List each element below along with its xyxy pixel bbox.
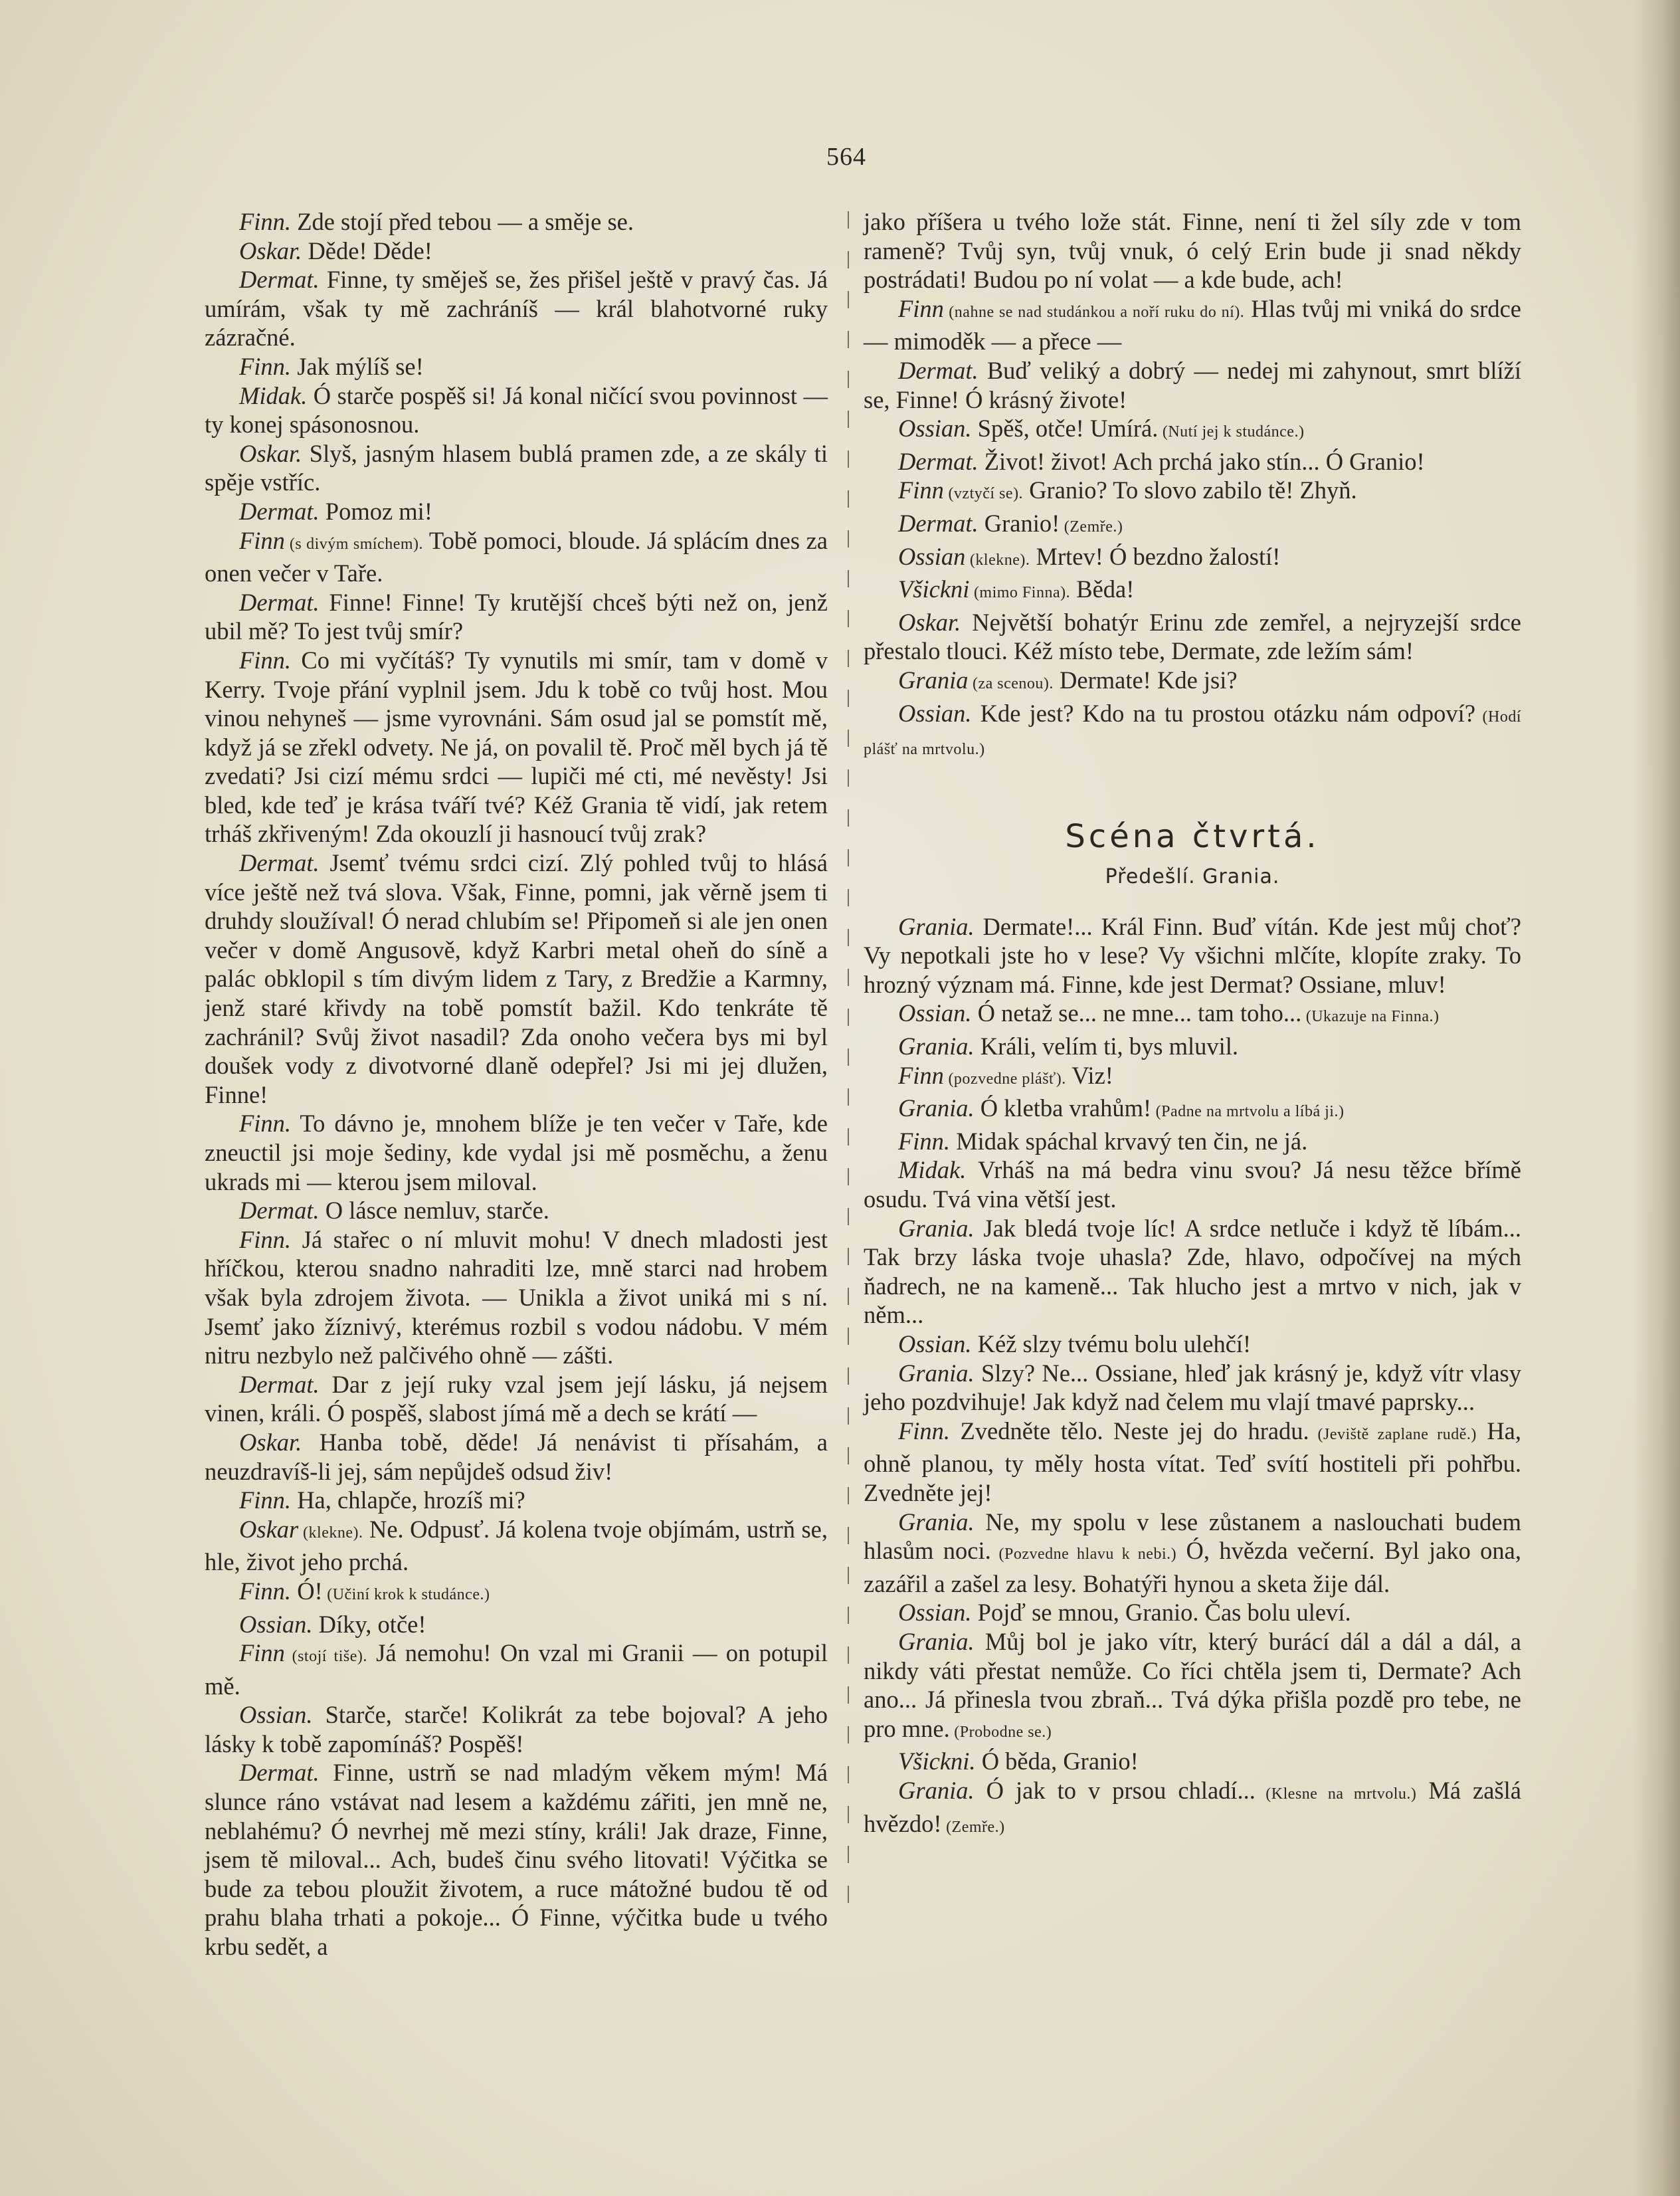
speaker-name: Grania. [898, 1627, 975, 1655]
dialogue-text: Zde stojí před tebou — a směje se. [291, 208, 634, 235]
dialogue-text: Ó! [291, 1577, 323, 1605]
dialogue-text: Vrháš na má bedra vinu svou? Já nesu těžce břímě osudu. Tvá vina větší jest. [864, 1156, 1521, 1213]
dialogue-text: Králi, velím ti, bys mluvil. [974, 1033, 1239, 1060]
speaker-name: Grania. [898, 1776, 975, 1804]
scene-subtitle: Předešlí. Grania. [1105, 864, 1280, 888]
speaker-name: Ossian. [898, 699, 972, 727]
dialogue-line [205, 1700, 828, 1758]
dialogue-line [205, 237, 828, 266]
page-number: 564 [826, 143, 866, 171]
dialogue-line [864, 575, 1521, 608]
speaker-name: Všickni [898, 575, 970, 603]
dialogue-line [864, 608, 1521, 666]
dialogue-line [864, 1214, 1521, 1330]
dialogue-line [864, 1061, 1521, 1094]
dialogue-line [864, 999, 1521, 1032]
column-divider [848, 211, 849, 1919]
speaker-name: Dermat. [898, 447, 979, 475]
speaker-name: Finn [898, 476, 944, 504]
dialogue-line [205, 497, 828, 526]
right-column [864, 207, 1521, 1842]
speaker-name: Dermat. [239, 1370, 320, 1398]
dialogue-line [864, 356, 1521, 414]
speaker-name: Finn. [898, 1417, 951, 1445]
dialogue-line [864, 1155, 1521, 1213]
speaker-name: Grania. [898, 912, 975, 940]
dialogue-text: Největší bohatýr Erinu zde zemřel, a nejryzejší srdce přestalo tlouci. Kéž místo tebe, Dermate, zde ležím sám! [864, 608, 1521, 665]
speaker-name: Grania. [898, 1094, 975, 1122]
speaker-name: Dermat. [239, 1759, 320, 1787]
stage-direction: (Ukazuje na Finna.) [1301, 1008, 1440, 1026]
dialogue-text: Ha, ohně planou, ty měly hosta vítat. Teď svítí hostiteli při pohřbu. Zvedněte jej! [864, 1417, 1522, 1506]
dialogue-text: Pojď se mnou, Granio. Čas bolu uleví. [971, 1599, 1351, 1627]
speaker-name: Finn. [239, 646, 292, 674]
speaker-name: Finn [239, 1639, 285, 1667]
stage-direction: (Hodí plášť na mrtvolu.) [864, 708, 1521, 759]
dialogue-line [205, 439, 828, 497]
dialogue-text: Granio! [978, 509, 1060, 537]
speaker-name: Dermat. [239, 497, 320, 525]
dialogue-line [864, 1417, 1521, 1508]
stage-direction: (Zemře.) [941, 1818, 1005, 1836]
dialogue-text: Běda! [1070, 575, 1135, 603]
dialogue-text: Granio? To slovo zabilo tě! Zhyň. [1023, 476, 1357, 504]
speaker-name: Finn. [239, 1110, 292, 1138]
dialogue-text: Děde! Děde! [302, 237, 432, 264]
speaker-name: Oskar. [239, 1428, 302, 1456]
dialogue-text: Můj bol je jako vítr, který burácí dál a dál a dál, a nikdy váti přestat nemůže. Co říci chtěla jsem ti, Dermate? Ach ano... Já přinesla tvou zbraň... Tvá dýka přišla pozdě pro tebe, ne pro mne. [864, 1627, 1521, 1742]
speaker-name: Grania. [898, 1033, 975, 1060]
stage-direction: (s divým smíchem). [284, 535, 424, 553]
dialogue-text: Viz! [1066, 1061, 1113, 1089]
dialogue-line [864, 447, 1521, 476]
speaker-name: Dermat. [239, 1197, 320, 1225]
dialogue-text: Spěš, otče! Umírá. [971, 415, 1159, 443]
speaker-name: Oskar. [239, 439, 302, 467]
dialogue-line [864, 1127, 1521, 1156]
dialogue-text: Jak mýlíš se! [291, 352, 424, 380]
dialogue-line [864, 666, 1521, 699]
dialogue-text: jako příšera u tvého lože stát. Finne, není ti žel síly zde v tom rameně? Tvůj syn, tvůj vnuk, ó celý Erin bude ji snad někdy postrádati! Budou po ní volat — a kde bude, ach! [864, 208, 1521, 294]
dialogue-line [205, 1370, 828, 1428]
dialogue-text: Midak spáchal krvavý ten čin, ne já. [950, 1127, 1308, 1155]
stage-direction: (Klesne na mrtvolu.) [1255, 1785, 1417, 1803]
speaker-name: Midak. [898, 1156, 967, 1184]
dialogue-text: Kéž slzy tvému bolu ulehčí! [971, 1330, 1252, 1357]
dialogue-line [205, 1515, 828, 1577]
dialogue-text: Ó běda, Granio! [975, 1747, 1139, 1775]
dialogue-line [864, 1330, 1521, 1359]
dialogue-line [205, 1758, 828, 1961]
left-column [205, 207, 828, 1961]
dialogue-text: Kde jest? Kdo na tu prostou otázku nám odpoví? [971, 699, 1476, 727]
dialogue-line [864, 699, 1521, 765]
dialogue-line [205, 1577, 828, 1610]
dialogue-line [864, 294, 1521, 356]
speaker-name: Dermat. [898, 356, 979, 384]
stage-direction: (Pozvedne hlavu k nebi.) [990, 1546, 1177, 1563]
dialogue-text: Mrtev! Ó bezdno žalostí! [1030, 542, 1281, 570]
speaker-name: Finn. [239, 1486, 292, 1514]
dialogue-line [205, 1196, 828, 1225]
dialogue-line [205, 1486, 828, 1515]
dialogue-text: Díky, otče! [312, 1610, 426, 1638]
speaker-name: Oskar. [898, 608, 961, 636]
dialogue-line [205, 1225, 828, 1370]
dialogue-line [864, 509, 1521, 542]
speaker-name: Oskar. [239, 237, 302, 264]
dialogue-text: Já nemohu! On vzal mi Granii — on potupil mě. [205, 1639, 828, 1700]
speaker-name: Dermat. [239, 266, 320, 294]
stage-direction: (Probodne se.) [949, 1723, 1052, 1741]
dialogue-line [864, 476, 1521, 509]
speaker-name: Ossian. [239, 1701, 313, 1729]
dialogue-text: Ó kletba vrahům! [974, 1094, 1152, 1122]
speaker-name: Ossian [898, 542, 966, 570]
dialogue-line [205, 646, 828, 848]
speaker-name: Oskar [239, 1515, 299, 1543]
dialogue-text: To dávno je, mnohem blíže je ten večer v Taře, kde zneuctil jsi moje šediny, kde vydal jsi mě posměchu, a ženu ukrads mi — kterou jsem miloval. [205, 1110, 828, 1195]
stage-direction: (Jeviště zaplane rudě.) [1309, 1425, 1477, 1443]
scene-title: Scéna čtvrtá. [1065, 817, 1320, 855]
speaker-name: Finn [239, 526, 285, 554]
speaker-name: Finn. [239, 208, 292, 235]
dialogue-text: O lásce nemluv, starče. [319, 1197, 549, 1225]
dialogue-line [864, 1359, 1521, 1417]
stage-direction: (vztyčí se). [943, 485, 1024, 503]
dialogue-text: Jak bledá tvoje líc! A srdce netluče i když tě líbám... Tak brzy láska tvoje uhasla? Zde, hlavo, odpočívej na mých ňadrech, ne na kameně... Tak hlucho jest a mrtvo v nich, jak v něm... [864, 1214, 1521, 1329]
dialogue-text: Já stařec o ní mluvit mohu! V dnech mladosti jest hříčkou, kterou snadno nahraditi lze, mně starci nad hrobem však byla zdrojem života. — Unikla a život uniká mi s ní. Jsemť jako žíznivý, kterémus rozbil s vodou nádobu. V mém nitru nezbylo než palčivého ohně — zášti. [205, 1225, 828, 1369]
speaker-name: Grania. [898, 1508, 975, 1536]
dialogue-text: Jsemť tvému srdci cizí. Zlý pohled tvůj to hlásá více ještě než tvá slova. Však, Finne, pomni, jak věrně jsem ti druhdy sloužíval! Ó nerad chlubím se! Připomeň si ale jen onen večer v domě Angusově, když Karbri metal oheň do síně a palác obklopil s tím divým lidem z Tary, z Bredžie a Karmny, jenž staré křivdy na tobě pomstít bažil. Kdo tenkráte tě zachránil? Svůj život nasadil? Zda onoho večera bys mi byl doušek vody z divotvorné dlaně odepřel? Jsi mi jej dlužen, Finne! [205, 849, 828, 1108]
speaker-name: Finn [898, 294, 944, 322]
dialogue-line [205, 265, 828, 352]
speaker-name: Všickni. [898, 1747, 976, 1775]
dialogue-text: Finne! Finne! Ty krutější chceš býti než on, jenž ubil mě? To jest tvůj smír? [205, 588, 828, 645]
dialogue-text: Zvedněte tělo. Neste jej do hradu. [950, 1417, 1309, 1445]
speaker-name: Ossian. [898, 1599, 972, 1627]
stage-direction: (stojí tiše). [284, 1648, 367, 1666]
speaker-name: Grania. [898, 1214, 975, 1242]
dialogue-line [205, 526, 828, 588]
speaker-name: Ossian. [239, 1610, 313, 1638]
dialogue-text: Starče, starče! Kolikrát za tebe bojoval? A jeho lásky k tobě zapomínáš? Pospěš! [205, 1701, 828, 1757]
dialogue-text: Má zašlá hvězdo! [864, 1776, 1521, 1837]
dialogue-text: Ó, hvězda večerní. Byl jako ona, zazářil a zašel za lesy. Bohatýři hynou a sketa žije dál. [864, 1537, 1522, 1597]
speaker-name: Dermat. [898, 509, 979, 537]
speaker-name: Finn. [898, 1127, 951, 1155]
dialogue-text: Slzy? Ne... Ossiane, hleď jak krásný je, když vítr vlasy jeho pozdvihuje! Jak když nad čelem mu vlají tmavé paprsky... [864, 1359, 1521, 1416]
stage-direction: (Zemře.) [1060, 518, 1123, 536]
dialogue-line [864, 207, 1521, 294]
dialogue-text: Finne, ty směješ se, žes přišel ještě v pravý čas. Já umírám, však ty mě zachráníš — král blahotvorné ruky zázračné. [205, 266, 828, 351]
dialogue-text: Ha, chlapče, hrozíš mi? [291, 1486, 525, 1514]
dialogue-line [205, 1610, 828, 1639]
stage-direction: (Padne na mrtvolu a líbá ji.) [1151, 1103, 1345, 1121]
page-edge-shadow [1633, 0, 1680, 2196]
dialogue-line [205, 1639, 828, 1700]
stage-direction: (nahne se nad studánkou a noří ruku do ní). [943, 303, 1245, 321]
dialogue-line [205, 352, 828, 381]
speaker-name: Grania. [898, 1359, 975, 1387]
speaker-name: Dermat. [239, 588, 320, 616]
stage-direction: (pozvedne plášť). [943, 1070, 1066, 1088]
speaker-name: Dermat. [239, 849, 320, 877]
dialogue-text: Slyš, jasným hlasem bublá pramen zde, a ze skály ti spěje vstříc. [205, 439, 828, 496]
dialogue-line [864, 1598, 1521, 1627]
dialogue-text: Finne, ustrň se nad mladým věkem mým! Má slunce ráno vstávat nad lesem a každému zářiti, jen mně ne, neblahému? Ó nevrhej mě mezi stíny, králi! Jak draze, Finne, jsem tě miloval... Ach, budeš činu svého litovati! Výčitka se bude za tebou ploužit životem, a ruce mátožné budou tě od prahu blaha trhati a pokoje... Ó Finne, výčitka bude u tvého krbu sedět, a [205, 1759, 828, 1961]
dialogue-line [864, 1776, 1521, 1842]
dialogue-text: Tobě pomoci, bloude. Já splácím dnes za onen večer v Taře. [205, 526, 828, 587]
dialogue-line [205, 848, 828, 1109]
dialogue-line [205, 207, 828, 237]
speaker-name: Finn. [239, 1225, 292, 1253]
stage-direction: (klekne). [298, 1524, 363, 1542]
dialogue-text: Hanba tobě, děde! Já nenávist ti přísahám, a neuzdravíš-li jej, sám nepůjdeš odsud živ! [205, 1428, 828, 1485]
dialogue-line [205, 1109, 828, 1196]
speaker-name: Ossian. [898, 999, 972, 1027]
speaker-name: Finn. [239, 352, 292, 380]
dialogue-line [205, 1428, 828, 1486]
dialogue-line [864, 414, 1521, 447]
dialogue-text: Co mi vyčítáš? Ty vynutils mi smír, tam v domě v Kerry. Tvoje přání vyplnil jsem. Jdu k tobě co tvůj host. Mou vinou nehyneš — jsme vyrovnáni. Sám osud jal se pomstít mě, když já se zřekl odvety. Ne já, on povalil tě. Proč měl bych já tě zvedati? Jsi cizí mému srdci — lupiči mé cti, mé nevěsty! Jsi bled, kde teď je krása tváří tvé? Kéž Grania tě vidí, jak retem trháš zkřiveným! Zda okouzlí ji hasnoucí tvůj zrak? [205, 646, 828, 848]
stage-direction: (Učiní krok k studánce.) [322, 1585, 490, 1603]
dialogue-line [864, 542, 1521, 575]
dialogue-text: Dar z její ruky vzal jsem její lásku, já nejsem vinen, králi. Ó pospěš, slabost jímá mě a dech se krátí — [205, 1370, 828, 1427]
dialogue-text: Dermate!... Král Finn. Buď vítán. Kde jest můj choť? Vy nepotkali jste ho v lese? Vy všichni mlčíte, klopíte zraky. To hrozný význam má. Finne, kde jest Dermat? Ossiane, mluv! [864, 912, 1521, 998]
dialogue-line [864, 1032, 1521, 1061]
dialogue-line [864, 912, 1521, 999]
dialogue-text: Ó netaž se... ne mne... tam toho... [971, 999, 1302, 1027]
dialogue-text: Ó starče pospěš si! Já konal ničící svou povinnost — ty konej spásonosnou. [205, 381, 828, 439]
dialogue-line [864, 1627, 1521, 1747]
stage-direction: (klekne). [965, 551, 1030, 569]
dialogue-text: Ne, my spolu v lese zůstanem a naslouchati budem hlasům noci. [864, 1508, 1521, 1565]
dialogue-line [205, 381, 828, 439]
dialogue-line [864, 1508, 1521, 1599]
dialogue-text: Hlas tvůj mi vniká do srdce — mimoděk — a přece — [864, 294, 1521, 355]
dialogue-text: Buď veliký a dobrý — nedej mi zahynout, smrt blíží se, Finne! Ó krásný živote! [864, 356, 1521, 413]
dialogue-line [864, 1747, 1521, 1776]
dialogue-line [205, 588, 828, 646]
speaker-name: Finn [898, 1061, 944, 1089]
stage-direction: (mimo Finna). [969, 584, 1071, 602]
dialogue-text: Ne. Odpusť. Já kolena tvoje objímám, ustrň se, hle, život jeho prchá. [205, 1515, 828, 1576]
speaker-name: Midak. [239, 381, 308, 409]
speaker-name: Ossian. [898, 415, 972, 443]
dialogue-text: Pomoz mi! [319, 497, 432, 525]
dialogue-line [864, 1094, 1521, 1127]
dialogue-text: Dermate! Kde jsi? [1053, 666, 1238, 694]
speaker-name: Finn. [239, 1577, 292, 1605]
speaker-name: Grania [898, 666, 969, 694]
stage-direction: (Nutí jej k studánce.) [1158, 423, 1305, 441]
speaker-name: Ossian. [898, 1330, 972, 1357]
dialogue-text: Život! život! Ach prchá jako stín... Ó Granio! [978, 447, 1425, 475]
stage-direction: (za scenou). [968, 674, 1054, 692]
dialogue-text: Ó jak to v prsou chladí... [974, 1776, 1256, 1804]
